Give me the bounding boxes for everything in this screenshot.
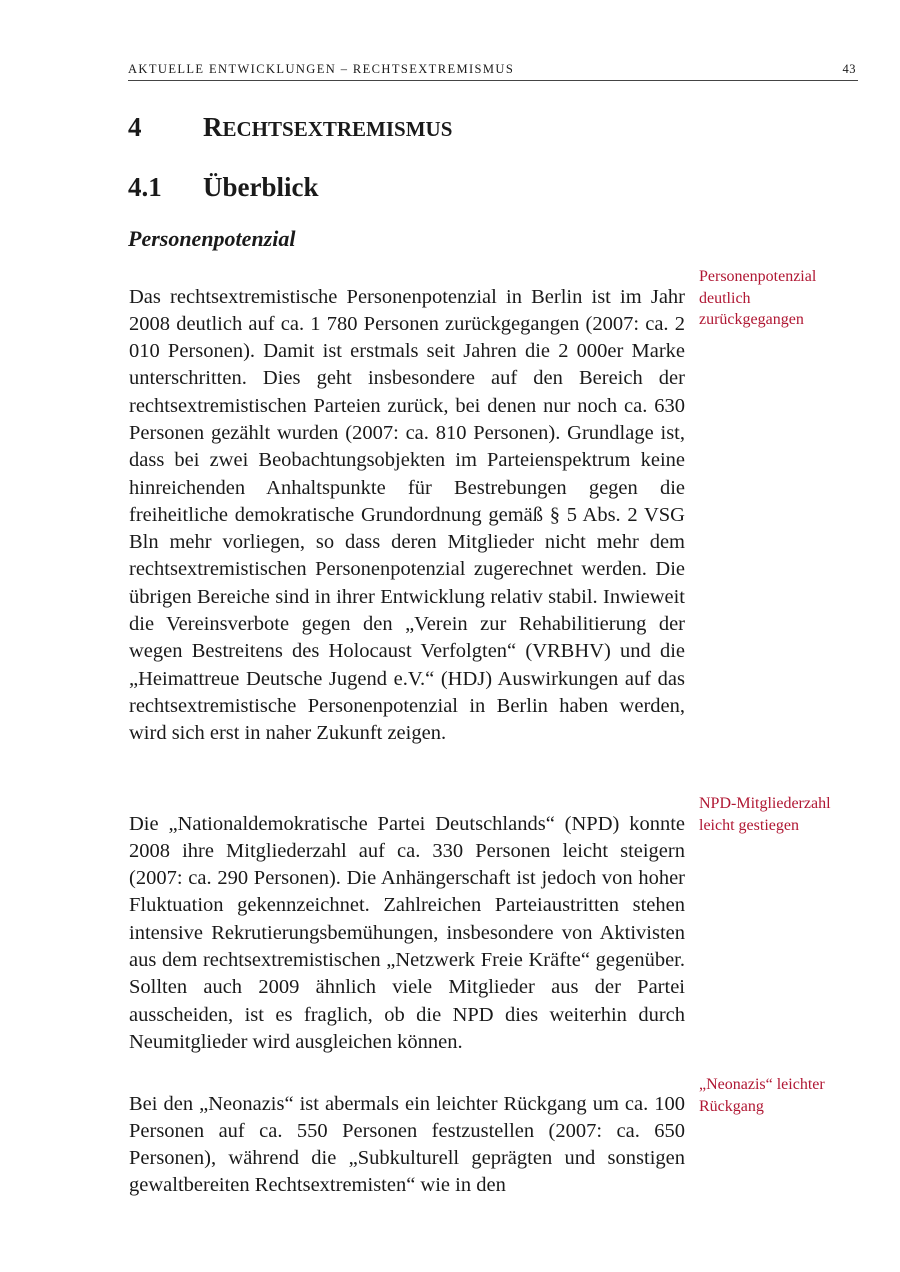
body-paragraph-3: Bei den „Neonazis“ ist abermals ein leichter Rückgang um ca. 100 Personen auf ca. 550 Personen festzustellen (2007: ca. 650 Personen), während die „Subkulturell geprägten und sonstigen gewaltbereiten Rechtsextremisten“ wie in den — [129, 1092, 685, 1197]
body-paragraph-2: Die „Nationaldemokratische Partei Deutschlands“ (NPD) konnte 2008 ihre Mitgliederzahl auf ca. 330 Personen leicht steigern (2007: ca. 290 Personen). Die Anhängerschaft ist jedoch von hoher Fluktuation gekennzeichnet. Zahlreichen Parteiaustritten stehen intensive Rekrutierungsbemühungen, insbesondere von Aktivisten aus dem rechtsextremistischen „Netzwerk Freie Kräfte“ gegenüber. Sollten auch 2009 ähnlich viele Mitglieder aus der Partei ausscheiden, ist es fraglich, ob die NPD dies weiterhin durch Neumitglieder wird ausgleichen können. — [129, 812, 685, 1053]
page-number: 43 — [842, 62, 856, 76]
section-number: 4.1 — [128, 172, 162, 202]
chapter-title-initial: R — [203, 112, 223, 142]
subsection-heading: Personenpotenzial — [128, 226, 296, 251]
margin-note-3: „Neonazis“ leichter Rückgang — [699, 1076, 825, 1115]
section-heading — [128, 172, 319, 203]
chapter-number: 4 — [128, 112, 142, 142]
running-header — [128, 62, 858, 81]
running-title: AKTUELLE ENTWICKLUNGEN – RECHTSEXTREMISMUS — [128, 62, 515, 76]
chapter-title-rest: ECHTSEXTREMISMUS — [222, 117, 453, 141]
margin-note-1: Personenpotenzial deutlich zurückgegangen — [699, 268, 817, 328]
body-paragraph-1: Das rechtsextremistische Personenpotenzial in Berlin ist im Jahr 2008 deutlich auf ca. 1 780 Personen zurückgegangen (2007: ca. 2 010 Personen). Damit ist erstmals seit Jahren die 2 000er Marke unterschritten. Dies geht insbesondere auf den Bereich der rechtsextremistischen Parteien zurück, bei denen nur noch ca. 630 Personen gezählt wurden (2007: ca. 810 Personen). Grundlage ist, dass bei zwei Beobachtungsobjekten im Parteienspektrum keine hinreichenden Anhaltspunkte für Bestrebungen gegen die freiheitliche demokratische Grundordnung gemäß § 5 Abs. 2 VSG Bln mehr vorliegen, so dass deren Mitglieder nicht mehr dem rechtsextremistischen Personenpotenzial zugerechnet werden. Die übrigen Bereiche sind in ihrer Entwicklung relativ stabil. Inwieweit die Vereinsverbote gegen den „Verein zur Rehabilitierung der wegen Bestreitens des Holocaust Verfolgten“ (VRBHV) und die „Heimattreue Deutsche Jugend e.V.“ (HDJ) Auswirkungen auf das rechtsextremistische Personenpotenzial in Berlin haben werden, wird sich erst in naher Zukunft zeigen. — [129, 285, 685, 745]
chapter-heading — [128, 112, 452, 143]
margin-note-2: NPD-Mitgliederzahl leicht gestiegen — [699, 795, 831, 834]
section-title: Überblick — [203, 172, 319, 202]
